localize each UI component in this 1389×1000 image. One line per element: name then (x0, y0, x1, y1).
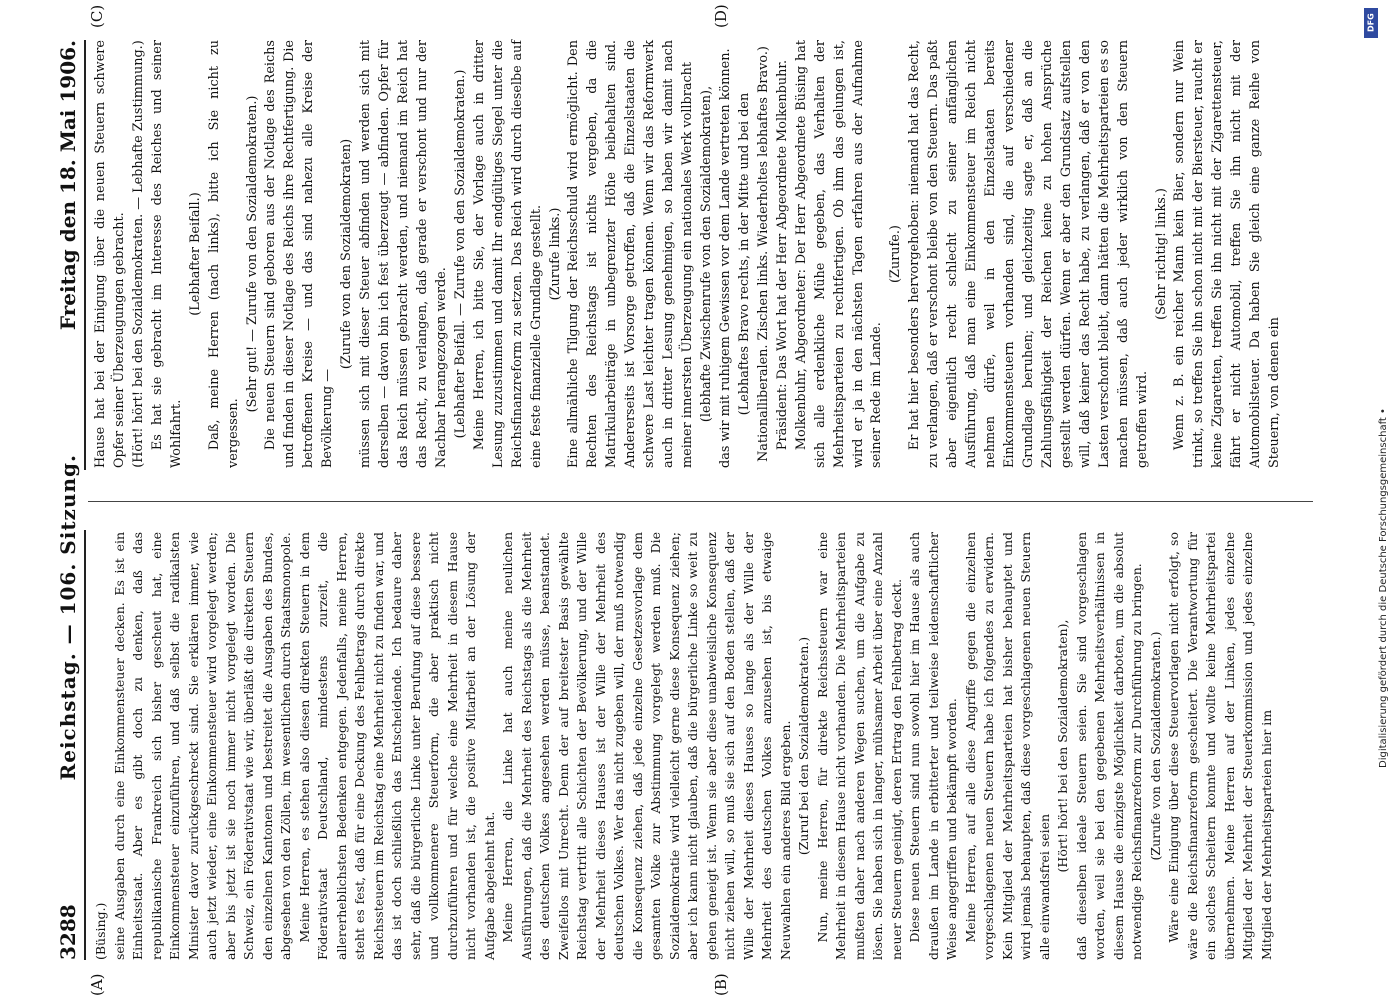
paragraph: das wir mit ruhigem Gewissen vor dem Lande vertreten können. (717, 48, 733, 468)
session-title: Reichstag. — 106. Sitzung. (56, 454, 80, 781)
paragraph: Meine Herren, ich bitte Sie, der Vorlage auch in dritter Lesung zuzustimmen und damit Ihr endgültiges Siegel unter die Reichsfinanzreform zu setzen. Das Reich wird durch dieselbe auf eine feste finanzielle Grundlage gestellt. (471, 40, 544, 468)
paragraph: (Hört! hört! bei den Sozialdemokraten), (1055, 619, 1070, 873)
paragraph: (Zurufe von den Sozialdemokraten.) (1147, 631, 1163, 861)
paragraph: (lebhafte Zwischenrufe von den Sozialdemokraten), (699, 85, 714, 423)
paragraph: Meine Herren, auf alle diese Angriffe gegen die einzelnen vorgeschlagenen neuen Steuern habe ich folgendes zu erwidern. Kein Mitglied der Mehrheitsparteien hat bisher behauptet und wird jemals behaupten, daß diese vorgeschlagenen neuen Steuern alle einwandsfrei seien (962, 532, 1052, 960)
paragraph: Nun, meine Herren, für direkte Reichssteuern war eine Mehrheit in diesem Hause nicht vorhanden. Die Mehrheitsparteien mußten daher nach anderen Wegen suchen, um die Aufgabe zu lösen. Sie haben sich in langer, mühsamer Arbeit über eine Anzahl neuer Steuern geeinigt, deren Ertrag den Fehlbetrag deckt. (814, 532, 904, 960)
credit-text: Digitalisierung gefördert durch die Deutsche Forschungsgemeinschaft • (1378, 408, 1389, 768)
digitization-credit (1360, 8, 1389, 768)
paragraph: Daß, meine Herren (nach links), bitte ich Sie nicht zu vergessen. (206, 40, 241, 468)
page-number: 3288 (56, 904, 80, 960)
paragraph: Er hat hier besonders hervorgehoben: niemand hat das Recht, zu verlangen, daß er verschont bleibe von den Steuern. Das paßt aber eigentlich recht schlecht zu seiner anfänglichen Ausführung, daß man eine Einkommensteuer im Reich nicht nehmen dürfe, weil in den Einzelstaaten bereits Einkommensteuern vorhanden sind, die auf verschiedener Grundlage beruhen; und gleichzeitig sagte er, daß an die Zahlungsfähigkeit der Reichen keine zu hohen Ansprüche gestellt werden dürfen. Wenn er aber den Grundsatz aufstellen will, daß keiner das Recht habe, zu verlangen, daß er von den Lasten verschont bleibt, dann hätten die Mehrheitsparteien es so machen müssen, daß auch jeder wirklich von den Steuern getroffen wird. (907, 40, 1150, 468)
paragraph: Meine Herren, es stehen also diesen direkten Steuern in dem Föderativstaat Deutschland, mindestens zurzeit, die allererheblichsten Bedenken entgegen. Jedenfalls, meine Herren, steht es fest, daß für eine Deckung des Fehlbetrags durch direkte Reichssteuern im Reichstag eine Mehrheit nicht zu finden war, und das ist doch schließlich das Entscheidende. Ich bedaure daher sehr, daß die bürgerliche Linke unter Berufung auf diese bessere und vollkommenere Steuerform, die aber praktisch nicht durchzuführen und für welche eine Mehrheit in diesem Hause nicht vorhanden ist, die positive Mitarbeit an der Lösung der Aufgabe abgelehnt hat. (296, 532, 497, 960)
page-header (40, 40, 80, 960)
paragraph: (Büsing.) (93, 902, 108, 960)
paragraph: Präsident: Das Wort hat der Herr Abgeordnete Molkenbuhr. (774, 59, 790, 451)
paragraph: Wäre eine Einigung über diese Steuervorlagen nicht erfolgt, so wäre die Reichsfinanzreform gescheitert. Die Verantwortung für ein solches Scheitern konnte und wollte keine Mehrheitspartei übernehmen. Meine Herren auf der Linken, jedes einzelne Mitglied der Mehrheit der Steuerkommission und jedes einzelne Mitglied der Mehrheitsparteien hier im (1166, 532, 1274, 960)
paragraph: (Lebhafter Beifall. — Zurufe von den Sozialdemokraten.) (452, 69, 468, 439)
paragraph: (Zurufe.) (888, 225, 904, 283)
rotated-page-content (40, 4, 1320, 996)
paragraph: Es hat sie gebracht im Interesse des Reiches und seiner Wohlfahrt. (149, 40, 184, 468)
margin-marker-b: (B) (712, 973, 730, 996)
paragraph: (Zurufe links.) (547, 207, 563, 301)
paragraph: Wenn z. B. ein reicher Mann kein Bier, sondern nur Wein trinkt, so treffen Sie ihn schon nicht mit der Biersteuer, raucht er keine Zigaretten, treffen Sie ihn nicht mit der Zigarettensteuer, fährt er nicht Automobil, treffen Sie ihn nicht mit der Automobilsteuer. Da haben Sie gleich eine ganze Reihe von Steuern, von denen ein (1172, 40, 1283, 468)
dfg-logo: DFG (1364, 8, 1378, 38)
margin-marker-a: (A) (88, 973, 106, 996)
paragraph: (Zuruf bei den Sozialdemokraten.) (796, 636, 811, 856)
paragraph: (Sehr richtig! links.) (1153, 188, 1169, 320)
paragraph: seine Ausgaben durch eine Einkommensteuer decken. Es ist ein Einheitsstaat. Aber es gibt doch zu denken, daß das republikanische Frankreich sich bisher gescheut hat, eine Einkommensteuer einzuführen, und daß selbst die radikalsten Minister davor zurückgeschreckt sind. Sie erklären immer, wie auch jetzt wieder, eine Einkommensteuer wird vorgelegt werden; aber bis jetzt ist sie noch immer nicht vorgelegt worden. Die Schweiz, ein Föderativstaat wie wir, überläßt die direkten Steuern den einzelnen Kantonen und bestreitet die Ausgaben des Bundes, abgesehen von den Zöllen, im wesentlichen durch Staatsmonopole. (111, 532, 293, 960)
text-column-left (92, 532, 1312, 960)
paragraph: (Lebhaftes Bravo rechts, in der Mitte und bei den Nationalliberalen. Zischen links. Wiederholtes lebhaftes Bravo.) (736, 46, 771, 462)
paragraph: (Hört! hört! bei den Sozialdemokraten. — Lebhafte Zustimmung.) (130, 40, 146, 468)
margin-marker-d: (D) (712, 4, 730, 28)
session-date: Freitag den 18. Mai 1906. (56, 40, 80, 331)
paragraph: Hause hat bei der Einigung über die neuen Steuern schwere Opfer seiner Überzeugungen gebracht. (93, 40, 127, 468)
paragraph: Diese neuen Steuern sind nun sowohl hier im Hause als auch draußen im Lande in erbitterter und teilweise leidenschaftlicher Weise angegriffen und bekämpft worden. (907, 532, 959, 960)
header-rule-right (84, 40, 86, 470)
paragraph: Meine Herren, die Linke hat auch meine neulichen Ausführungen, daß die Mehrheit des Reichstags als die Mehrheit des deutschen Volkes angesehen werden müsse, beanstandet. Zweifellos mit Unrecht. Denn der auf breitester Basis gewählte Reichstag vertritt alle Schichten der Bevölkerung, und der Wille der Mehrheit dieses Hauses ist der Wille der Mehrheit des deutschen Volkes. Wer das nicht zugeben will, der muß notwendig die Konsequenz ziehen, daß jede einzelne Gesetzesvorlage dem gesamten Volke zur Abstimmung vorgelegt werden muß. Die Sozialdemokratie wird vielleicht gerne diese Konsequenz ziehen; aber ich kann nicht glauben, daß die bürgerliche Linke so weit zu gehen geneigt ist. Wenn sie aber diese unabweisliche Konsequenz nicht ziehen will, so muß sie sich auf den Boden stellen, daß der Wille der Mehrheit dieses Hauses so lange als der Wille der Mehrheit des deutschen Volkes anzusehen ist, bis etwaige Neuwahlen ein anderes Bild ergeben. (500, 532, 793, 960)
paragraph: (Sehr gut! — Zurufe von den Sozialdemokraten.) (244, 95, 260, 413)
text-column-right (92, 40, 1312, 468)
column-divider (88, 501, 1313, 502)
paragraph: (Lebhafter Beifall.) (187, 192, 203, 316)
paragraph: müssen sich mit dieser Steuer abfinden und werden sich mit derselben — davon bin ich fest überzeugt — abfinden. Opfer für das Reich müssen gebracht werden, und niemand im Reich hat das Recht, zu verlangen, daß gerade er verschont und nur der Nachbar herangezogen werde. (358, 40, 449, 468)
margin-marker-c: (C) (88, 4, 106, 28)
paragraph: Die neuen Steuern sind geboren aus der Notlage des Reichs und finden in dieser Notlage des Reichs ihre Rechtfertigung. Die betroffenen Kreise — und das sind nahezu alle Kreise der Bevölkerung — (263, 40, 336, 468)
paragraph: daß dieselben ideale Steuern seien. Sie sind vorgeschlagen worden, weil sie bei den gegebenen Mehrheitsverhältnissen in diesem Hause die einzigste Möglichkeit darboten, um die absolut notwendige Reichsfinanzreform zur Durchführung zu bringen. (1073, 532, 1144, 960)
paragraph: Eine allmähliche Tilgung der Reichsschuld wird ermöglicht. Den Rechten des Reichstags ist nichts vergeben, da die Matrikularbeiträge in unbegrenzter Höhe beibehalten sind. Andererseits ist Vorsorge getroffen, daß die Einzelstaaten die schwere Last leichter tragen können. Wenn wir das Reformwerk auch in dritter Lesung genehmigen, so haben wir damit nach meiner innersten Überzeugung ein nationales Werk vollbracht (566, 40, 696, 468)
paragraph: Molkenbuhr, Abgeordneter: Der Herr Abgeordnete Büsing hat sich alle erdenkliche Mühe gegeben, das Verhalten der Mehrheitsparteien zu rechtfertigen. Ob ihm das gelungen ist, wird er ja in den nächsten Tagen erfahren aus der Aufnahme seiner Rede im Lande. (793, 40, 885, 468)
paragraph: (Zurufe von den Sozialdemokraten) (339, 138, 355, 370)
header-rule-left (84, 530, 86, 960)
